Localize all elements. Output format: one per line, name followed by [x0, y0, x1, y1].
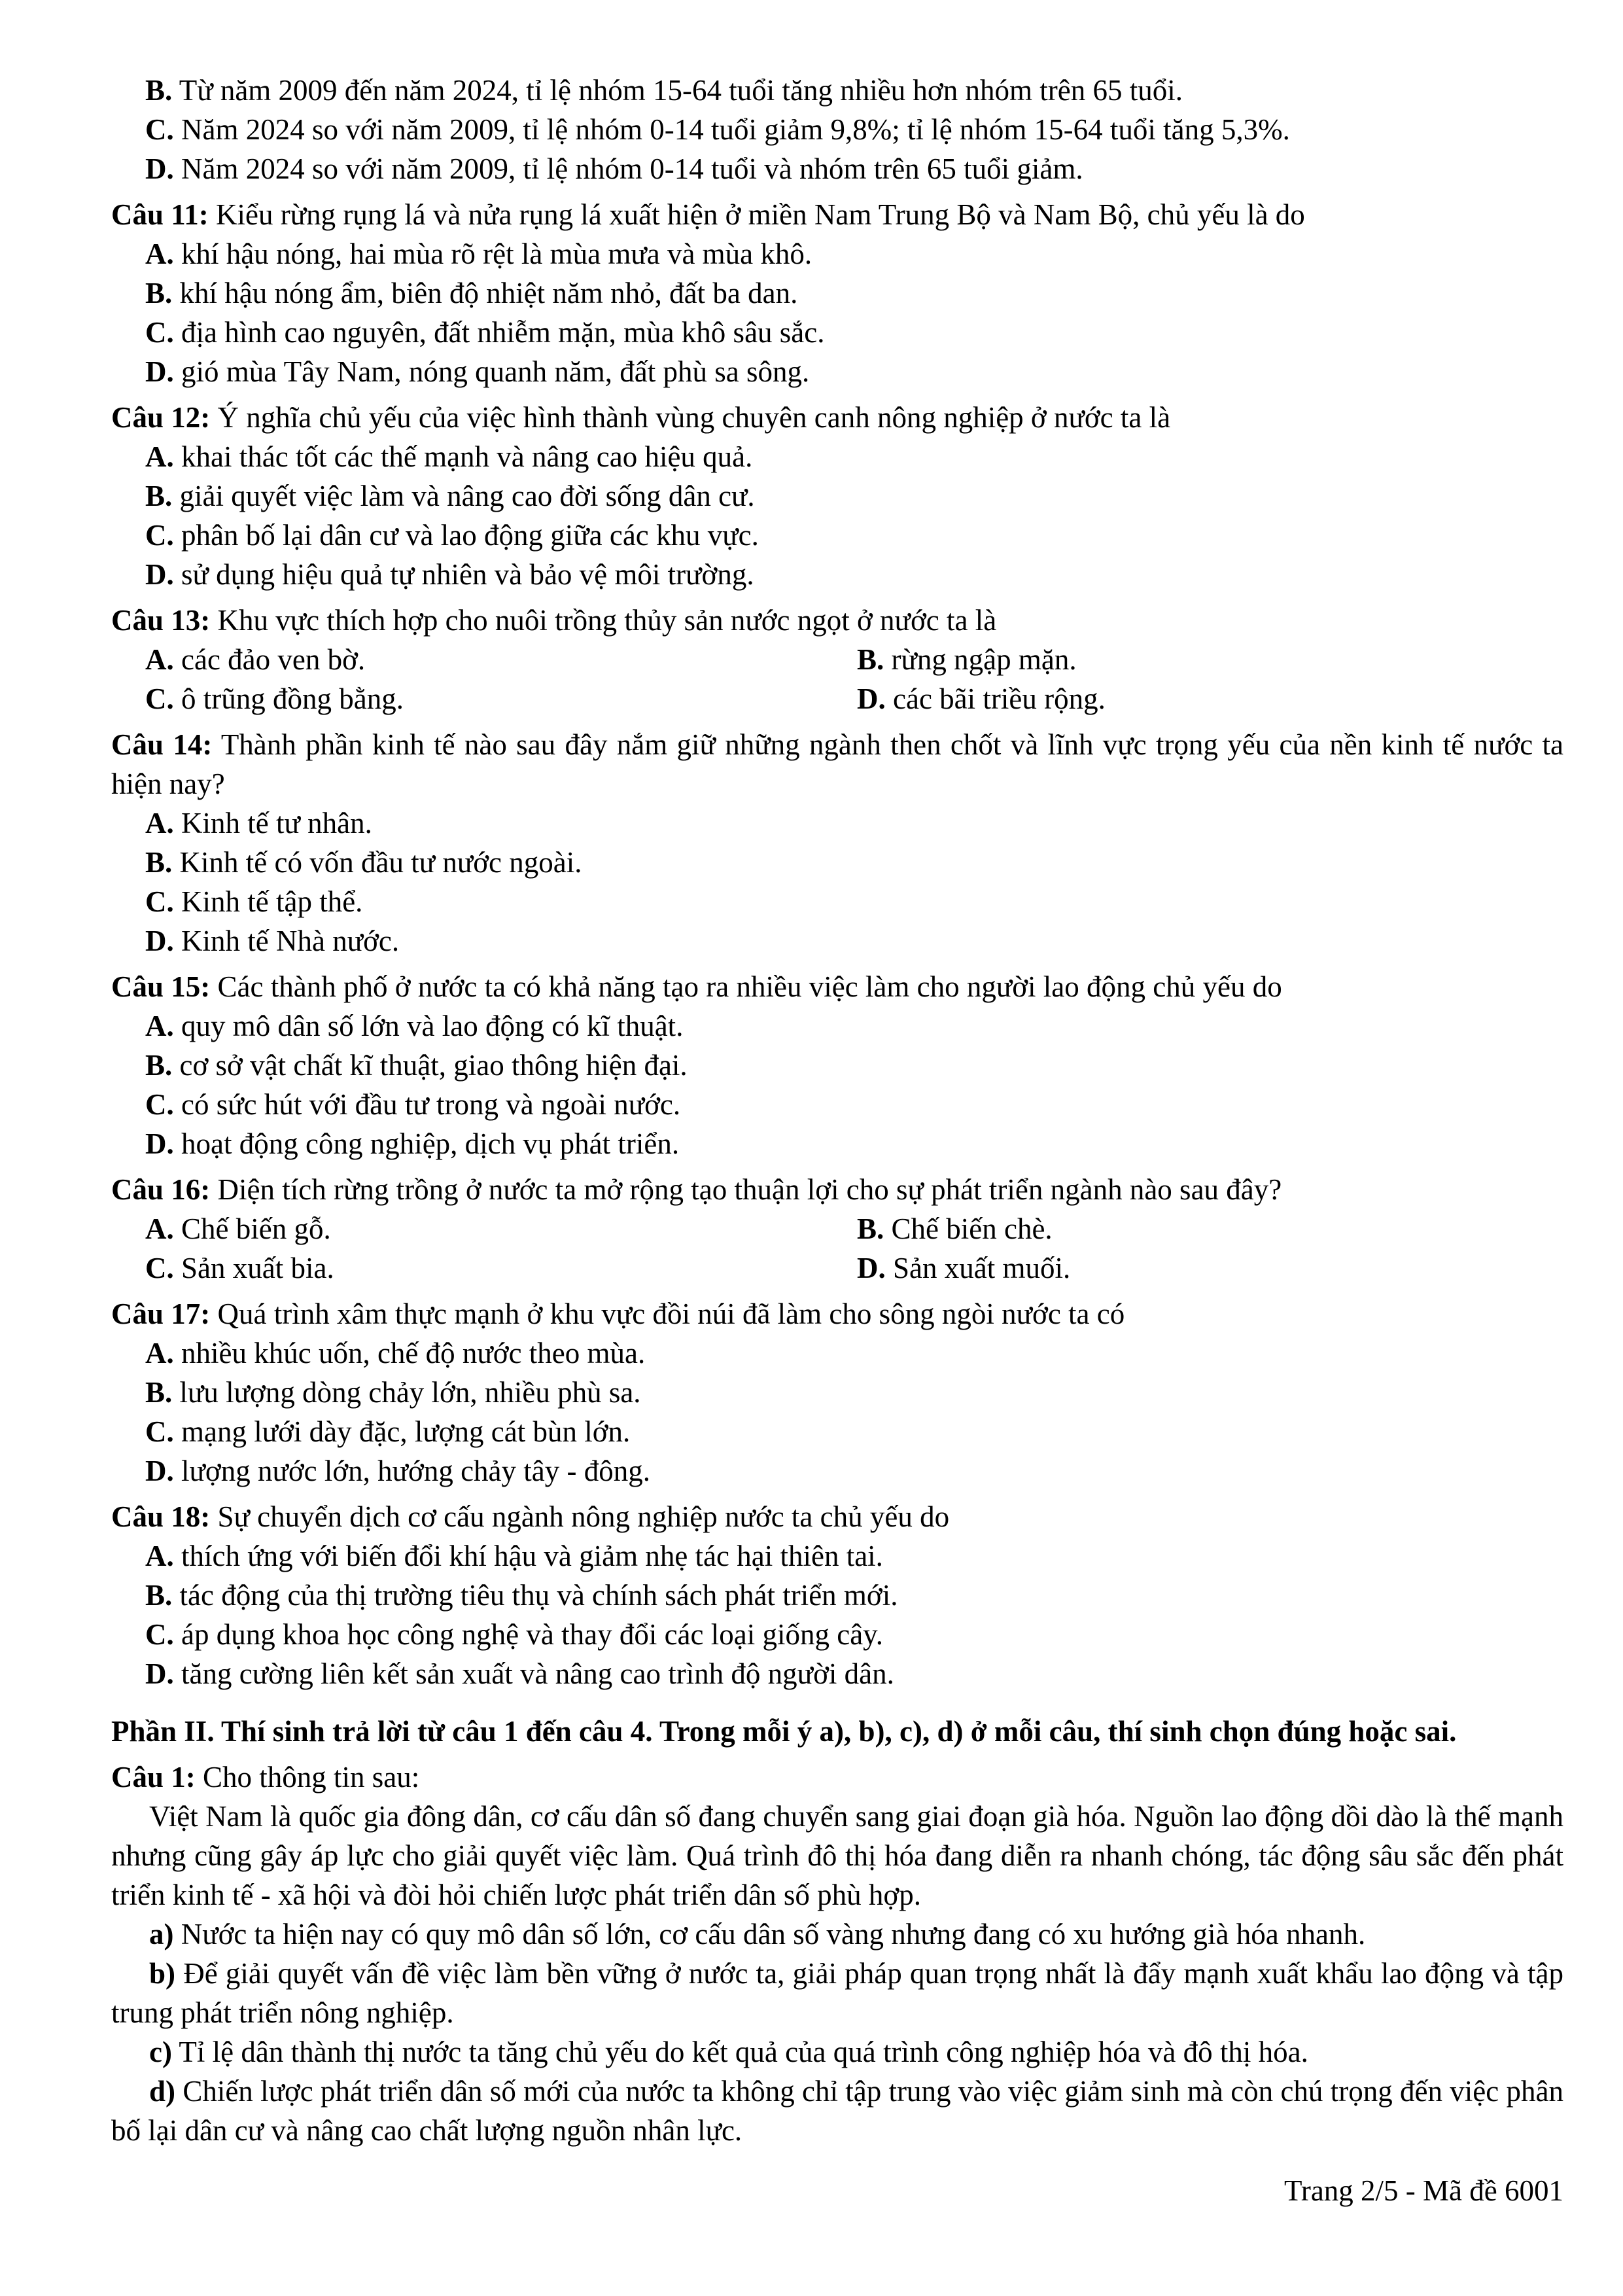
option-text: nhiều khúc uốn, chế độ nước theo mùa.: [181, 1337, 646, 1369]
option: [111, 352, 1563, 391]
question-label: Câu 17:: [111, 1298, 211, 1330]
option-text: các đảo ven bờ.: [181, 643, 366, 676]
option-text: khí hậu nóng ẩm, biên độ nhiệt năm nhỏ, đất ba dan.: [179, 277, 798, 309]
statement-label: b): [149, 1957, 176, 1990]
option-text: thích ứng với biến đổi khí hậu và giảm nhẹ tác hại thiên tai.: [181, 1540, 883, 1572]
option-label: B.: [145, 846, 173, 879]
option-label: B.: [145, 74, 173, 107]
option-label: C.: [145, 1618, 174, 1651]
option: [857, 1248, 1563, 1288]
option-label: D.: [145, 1455, 174, 1487]
option-label: B.: [145, 277, 173, 309]
option-text: Kinh tế tư nhân.: [181, 807, 372, 839]
option-text: khí hậu nóng, hai mùa rõ rệt là mùa mưa và mùa khô.: [181, 238, 812, 270]
option-label: C.: [145, 682, 174, 715]
statement-label: a): [149, 1918, 174, 1951]
question-14: [111, 725, 1563, 804]
question-15: [111, 967, 1563, 1006]
statement-b: [111, 1954, 1563, 2032]
option-text: quy mô dân số lớn và lao động có kĩ thuật.: [181, 1010, 684, 1042]
statement-text: Để giải quyết vấn đề việc làm bền vững ở nước ta, giải pháp quan trọng nhất là đẩy mạnh xuất khẩu lao động và tập trung phát triển nông nghiệp.: [111, 1957, 1564, 2029]
option-text: rừng ngập mặn.: [891, 643, 1077, 676]
option-label: B.: [145, 1049, 173, 1082]
option-text: địa hình cao nguyên, đất nhiễm mặn, mùa khô sâu sắc.: [181, 316, 825, 349]
option-text: có sức hút với đầu tư trong và ngoài nước.: [181, 1088, 681, 1121]
option-label: C.: [145, 316, 174, 349]
option: [857, 679, 1563, 718]
question-17: [111, 1294, 1563, 1333]
option-label: D.: [857, 1252, 886, 1284]
option-label: A.: [145, 807, 174, 839]
question-12: [111, 398, 1563, 437]
question-label: Câu 1:: [111, 1761, 196, 1793]
option: [111, 843, 1563, 882]
option: [111, 313, 1563, 352]
question-text: Ý nghĩa chủ yếu của việc hình thành vùng chuyên canh nông nghiệp ở nước ta là: [217, 401, 1171, 434]
option: [111, 1412, 1563, 1451]
option-text: lượng nước lớn, hướng chảy tây - đông.: [181, 1455, 650, 1487]
option: [111, 516, 1563, 555]
question-text: Kiểu rừng rụng lá và nửa rụng lá xuất hiện ở miền Nam Trung Bộ và Nam Bộ, chủ yếu là do: [216, 198, 1305, 231]
option-text: Sản xuất muối.: [893, 1252, 1071, 1284]
option-row: [111, 679, 1563, 718]
option-label: C.: [145, 1088, 174, 1121]
option-text: cơ sở vật chất kĩ thuật, giao thông hiện đại.: [179, 1049, 688, 1082]
option: [111, 1209, 857, 1248]
option-label: D.: [145, 558, 174, 591]
option-label: A.: [145, 1540, 174, 1572]
option-text: Chế biến gỗ.: [181, 1212, 331, 1245]
question-label: Câu 11:: [111, 198, 209, 231]
part2-question-1: [111, 1757, 1563, 1797]
statement-text: Nước ta hiện nay có quy mô dân số lớn, cơ cấu dân số vàng nhưng đang có xu hướng già hóa nhanh.: [181, 1918, 1366, 1951]
question-label: Câu 18:: [111, 1500, 211, 1533]
statement-text: Tỉ lệ dân thành thị nước ta tăng chủ yếu do kết quả của quá trình công nghiệp hóa và đô thị hóa.: [179, 2036, 1308, 2068]
option: [857, 1209, 1563, 1248]
question-16: [111, 1170, 1563, 1209]
option: [111, 437, 1563, 476]
option-row: [111, 1248, 1563, 1288]
question-13: [111, 601, 1563, 640]
option: [111, 1615, 1563, 1654]
question-label: Câu 12:: [111, 401, 211, 434]
option: [111, 882, 1563, 921]
carryover-option: [111, 149, 1563, 188]
option-text: Sản xuất bia.: [181, 1252, 334, 1284]
option: [111, 679, 857, 718]
option-text: ô trũng đồng bằng.: [181, 682, 404, 715]
option-label: B.: [145, 480, 173, 512]
option-label: D.: [145, 355, 174, 388]
page-footer: Trang 2/5 - Mã đề 6001: [1283, 2174, 1563, 2207]
option: [111, 1006, 1563, 1046]
question-text: Thành phần kinh tế nào sau đây nắm giữ những ngành then chốt và lĩnh vực trọng yếu của nền kinh tế nước ta hiện nay?: [111, 728, 1564, 800]
option-text: tác động của thị trường tiêu thụ và chính sách phát triển mới.: [179, 1579, 898, 1612]
carryover-option: [111, 110, 1563, 149]
question-text: Cho thông tin sau:: [203, 1761, 420, 1793]
statement-text: Chiến lược phát triển dân số mới của nước ta không chỉ tập trung vào việc giảm sinh mà còn chú trọng đến việc phân bố lại dân cư và nâng cao chất lượng nguồn nhân lực.: [111, 2075, 1563, 2147]
option-text: Từ năm 2009 đến năm 2024, tỉ lệ nhóm 15-64 tuổi tăng nhiều hơn nhóm trên 65 tuổi.: [179, 74, 1183, 107]
question-11: [111, 195, 1563, 234]
option: [111, 1373, 1563, 1412]
option-label: C.: [145, 519, 174, 552]
question-label: Câu 14:: [111, 728, 213, 761]
question-text: Diện tích rừng trồng ở nước ta mở rộng tạo thuận lợi cho sự phát triển ngành nào sau đây?: [217, 1173, 1282, 1206]
question-label: Câu 16:: [111, 1173, 211, 1206]
option-label: B.: [145, 1376, 173, 1409]
part2-heading: Phần II. Thí sinh trả lời từ câu 1 đến câu 4. Trong mỗi ý a), b), c), d) ở mỗi câu, thí sinh chọn đúng hoặc sai.: [111, 1715, 1457, 1748]
option: [111, 1654, 1563, 1693]
option-text: sử dụng hiệu quả tự nhiên và bảo vệ môi trường.: [181, 558, 754, 591]
option-text: giải quyết việc làm và nâng cao đời sống dân cư.: [179, 480, 755, 512]
option: [111, 804, 1563, 843]
question-18: [111, 1497, 1563, 1536]
option: [111, 476, 1563, 516]
option-label: C.: [145, 885, 174, 918]
option: [111, 1333, 1563, 1373]
option-label: D.: [145, 925, 174, 957]
question-text: Quá trình xâm thực mạnh ở khu vực đồi núi đã làm cho sông ngòi nước ta có: [217, 1298, 1125, 1330]
statement-a: [111, 1915, 1563, 1954]
option-label: A.: [145, 440, 174, 473]
option-text: lưu lượng dòng chảy lớn, nhiều phù sa.: [179, 1376, 641, 1409]
option-label: D.: [857, 682, 886, 715]
option: [111, 1085, 1563, 1124]
option: [111, 1451, 1563, 1491]
question-label: Câu 13:: [111, 604, 211, 637]
option-text: gió mùa Tây Nam, nóng quanh năm, đất phù sa sông.: [181, 355, 810, 388]
option: [111, 1576, 1563, 1615]
option-label: C.: [145, 1415, 174, 1448]
intro-paragraph: Việt Nam là quốc gia đông dân, cơ cấu dân số đang chuyển sang giai đoạn già hóa. Nguồn lao động dồi dào là thế mạnh nhưng cũng gây áp lực cho giải quyết việc làm. Quá trình đô thị hóa đang diễn ra nhanh chóng, tác động sâu sắc đến phát triển kinh tế - xã hội và đòi hỏi chiến lược phát triển dân số phù hợp.: [111, 1800, 1563, 1911]
option-text: Kinh tế tập thể.: [181, 885, 363, 918]
option-row: [111, 1209, 1563, 1248]
option: [111, 921, 1563, 961]
option-text: hoạt động công nghiệp, dịch vụ phát triển.: [181, 1127, 680, 1160]
option: [111, 234, 1563, 274]
option-row: [111, 640, 1563, 679]
option-label: A.: [145, 1010, 174, 1042]
option-label: D.: [145, 1657, 174, 1690]
option-label: C.: [145, 1252, 174, 1284]
option-label: A.: [145, 1212, 174, 1245]
statement-label: c): [149, 2036, 172, 2068]
option-text: áp dụng khoa học công nghệ và thay đổi các loại giống cây.: [181, 1618, 883, 1651]
option-text: Năm 2024 so với năm 2009, tỉ lệ nhóm 0-14 tuổi và nhóm trên 65 tuổi giảm.: [181, 152, 1083, 185]
option-text: các bãi triều rộng.: [893, 682, 1106, 715]
option-label: A.: [145, 643, 174, 676]
option: [111, 640, 857, 679]
option-label: C.: [145, 113, 174, 146]
option-label: A.: [145, 1337, 174, 1369]
question-label: Câu 15:: [111, 970, 211, 1003]
question-text: Các thành phố ở nước ta có khả năng tạo ra nhiều việc làm cho người lao động chủ yếu do: [217, 970, 1282, 1003]
option-text: Năm 2024 so với năm 2009, tỉ lệ nhóm 0-14 tuổi giảm 9,8%; tỉ lệ nhóm 15-64 tuổi tăng 5,3%.: [181, 113, 1290, 146]
option: [111, 274, 1563, 313]
option-label: D.: [145, 1127, 174, 1160]
question-text: Sự chuyển dịch cơ cấu ngành nông nghiệp nước ta chủ yếu do: [217, 1500, 950, 1533]
option-text: Kinh tế có vốn đầu tư nước ngoài.: [179, 846, 582, 879]
option-label: B.: [145, 1579, 173, 1612]
option-label: D.: [145, 152, 174, 185]
option: [857, 640, 1563, 679]
option: [111, 1536, 1563, 1576]
option-text: Chế biến chè.: [891, 1212, 1053, 1245]
option-text: phân bố lại dân cư và lao động giữa các khu vực.: [181, 519, 759, 552]
option: [111, 1124, 1563, 1163]
statement-d: [111, 2072, 1563, 2150]
option-label: A.: [145, 238, 174, 270]
option-label: B.: [857, 1212, 884, 1245]
option: [111, 555, 1563, 594]
statement-label: d): [149, 2075, 176, 2108]
option: [111, 1046, 1563, 1085]
carryover-option: [111, 71, 1563, 110]
question-text: Khu vực thích hợp cho nuôi trồng thủy sản nước ngọt ở nước ta là: [217, 604, 997, 637]
option-text: tăng cường liên kết sản xuất và nâng cao trình độ người dân.: [181, 1657, 894, 1690]
option-text: mạng lưới dày đặc, lượng cát bùn lớn.: [181, 1415, 631, 1448]
option: [111, 1248, 857, 1288]
option-text: Kinh tế Nhà nước.: [181, 925, 400, 957]
statement-c: [111, 2032, 1563, 2072]
option-text: khai thác tốt các thế mạnh và nâng cao hiệu quả.: [181, 440, 753, 473]
option-label: B.: [857, 643, 884, 676]
